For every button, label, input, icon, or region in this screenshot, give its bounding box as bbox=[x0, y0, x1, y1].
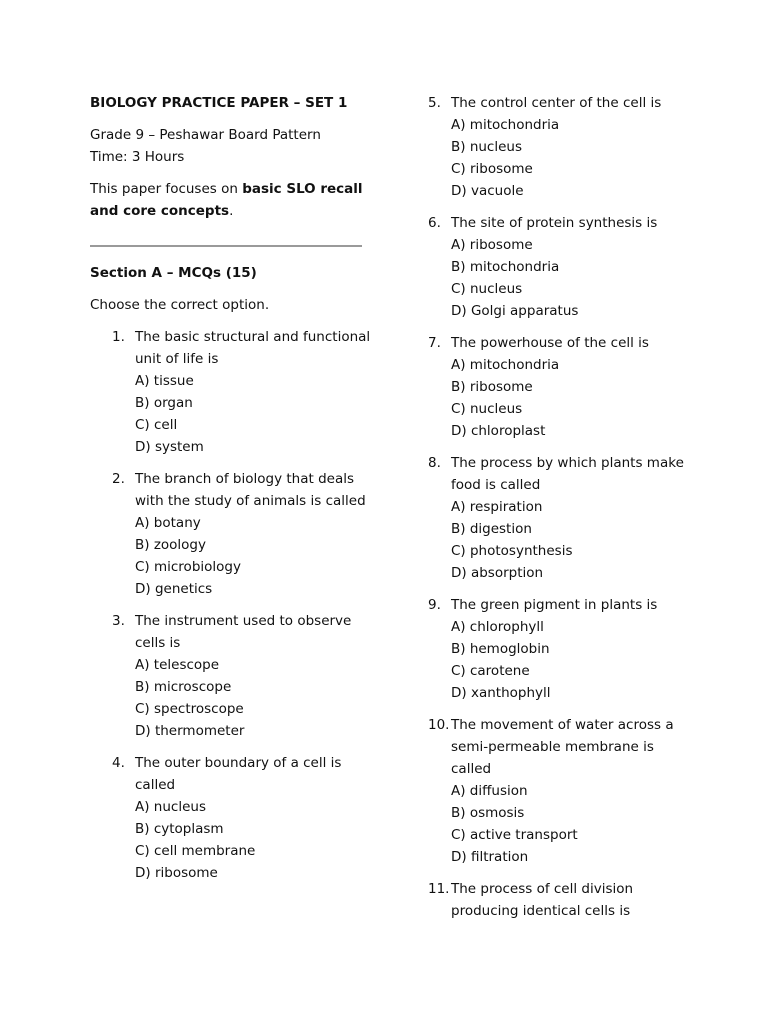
focus-line-2 bbox=[90, 200, 370, 222]
answer-option: A) mitochondria bbox=[451, 357, 560, 373]
time-line: Time: 3 Hours bbox=[90, 149, 185, 165]
answer-option: A) ribosome bbox=[451, 237, 533, 253]
question-number: 8. bbox=[428, 455, 441, 471]
question-number: 10. bbox=[428, 717, 450, 733]
focus-paragraph bbox=[90, 178, 370, 222]
question-text: cells is bbox=[135, 635, 181, 651]
answer-option: B) mitochondria bbox=[451, 259, 560, 275]
answer-option: D) system bbox=[135, 439, 204, 455]
answer-option: A) telescope bbox=[135, 657, 220, 673]
focus-line-1 bbox=[90, 178, 370, 200]
question-text: called bbox=[451, 761, 492, 777]
answer-option: C) microbiology bbox=[135, 559, 241, 575]
answer-option: B) zoology bbox=[135, 537, 206, 553]
question-text: The site of protein synthesis is bbox=[451, 215, 658, 231]
question-text: unit of life is bbox=[135, 351, 219, 367]
answer-option: B) nucleus bbox=[451, 139, 523, 155]
left-column bbox=[90, 92, 370, 894]
question-number: 9. bbox=[428, 597, 441, 613]
question-text: The outer boundary of a cell is bbox=[135, 755, 342, 771]
answer-option: D) ribosome bbox=[135, 865, 218, 881]
answer-option: D) xanthophyll bbox=[451, 685, 551, 701]
answer-option: A) mitochondria bbox=[451, 117, 560, 133]
question-text: The movement of water across a bbox=[451, 717, 674, 733]
answer-option: B) osmosis bbox=[451, 805, 525, 821]
focus-bold-1: basic SLO recall bbox=[242, 181, 363, 197]
question-item bbox=[428, 212, 698, 322]
answer-option: B) organ bbox=[135, 395, 193, 411]
question-item bbox=[112, 326, 370, 458]
paper-title: BIOLOGY PRACTICE PAPER – SET 1 bbox=[90, 95, 348, 111]
question-text: The powerhouse of the cell is bbox=[451, 335, 649, 351]
paper-meta bbox=[90, 124, 370, 168]
answer-option: C) nucleus bbox=[451, 281, 523, 297]
answer-option: C) photosynthesis bbox=[451, 543, 573, 559]
answer-option: C) spectroscope bbox=[135, 701, 244, 717]
question-text: The process by which plants make bbox=[451, 455, 684, 471]
section-heading: Section A – MCQs (15) bbox=[90, 265, 257, 281]
focus-prefix: This paper focuses on bbox=[90, 181, 243, 197]
question-text: The instrument used to observe bbox=[135, 613, 352, 629]
question-number: 7. bbox=[428, 335, 441, 351]
question-item bbox=[112, 610, 370, 742]
answer-option: D) absorption bbox=[451, 565, 544, 581]
question-number: 11. bbox=[428, 881, 450, 897]
question-text: The branch of biology that deals bbox=[135, 471, 354, 487]
question-item bbox=[428, 332, 698, 442]
question-text: The control center of the cell is bbox=[451, 95, 662, 111]
focus-bold-2: and core concepts bbox=[90, 203, 230, 219]
question-item bbox=[428, 452, 698, 584]
answer-option: D) filtration bbox=[451, 849, 529, 865]
focus-suffix: . bbox=[229, 203, 234, 219]
question-number: 5. bbox=[428, 95, 441, 111]
question-list-left bbox=[112, 326, 370, 884]
answer-option: A) respiration bbox=[451, 499, 543, 515]
answer-option: C) ribosome bbox=[451, 161, 533, 177]
answer-option: A) tissue bbox=[135, 373, 194, 389]
answer-option: C) carotene bbox=[451, 663, 530, 679]
answer-option: B) microscope bbox=[135, 679, 232, 695]
answer-option: D) genetics bbox=[135, 581, 213, 597]
question-text: semi-permeable membrane is bbox=[451, 739, 654, 755]
question-number: 6. bbox=[428, 215, 441, 231]
question-number: 2. bbox=[112, 471, 125, 487]
question-list-right bbox=[428, 92, 698, 922]
question-number: 4. bbox=[112, 755, 125, 771]
question-item bbox=[428, 714, 698, 868]
grade-line: Grade 9 – Peshawar Board Pattern bbox=[90, 127, 321, 143]
answer-option: B) cytoplasm bbox=[135, 821, 224, 837]
answer-option: D) Golgi apparatus bbox=[451, 303, 579, 319]
question-text: The basic structural and functional bbox=[135, 329, 371, 345]
answer-option: D) chloroplast bbox=[451, 423, 546, 439]
horizontal-divider bbox=[90, 245, 362, 247]
question-text: called bbox=[135, 777, 176, 793]
answer-option: D) thermometer bbox=[135, 723, 245, 739]
answer-option: D) vacuole bbox=[451, 183, 524, 199]
right-column bbox=[428, 92, 698, 932]
question-text: with the study of animals is called bbox=[135, 493, 366, 509]
answer-option: C) cell membrane bbox=[135, 843, 256, 859]
question-text: The green pigment in plants is bbox=[451, 597, 658, 613]
section-instruction: Choose the correct option. bbox=[90, 297, 270, 313]
question-item bbox=[428, 594, 698, 704]
answer-option: C) cell bbox=[135, 417, 178, 433]
question-text: food is called bbox=[451, 477, 541, 493]
question-text: The process of cell division bbox=[451, 881, 634, 897]
answer-option: C) nucleus bbox=[451, 401, 523, 417]
question-text: producing identical cells is bbox=[451, 903, 631, 919]
answer-option: A) chlorophyll bbox=[451, 619, 544, 635]
answer-option: B) ribosome bbox=[451, 379, 533, 395]
question-item bbox=[428, 878, 698, 922]
question-number: 3. bbox=[112, 613, 125, 629]
answer-option: A) nucleus bbox=[135, 799, 206, 815]
answer-option: B) digestion bbox=[451, 521, 532, 537]
answer-option: A) botany bbox=[135, 515, 201, 531]
question-number: 1. bbox=[112, 329, 125, 345]
answer-option: B) hemoglobin bbox=[451, 641, 550, 657]
question-item bbox=[112, 468, 370, 600]
question-item bbox=[428, 92, 698, 202]
question-item bbox=[112, 752, 370, 884]
answer-option: A) diffusion bbox=[451, 783, 528, 799]
answer-option: C) active transport bbox=[451, 827, 578, 843]
